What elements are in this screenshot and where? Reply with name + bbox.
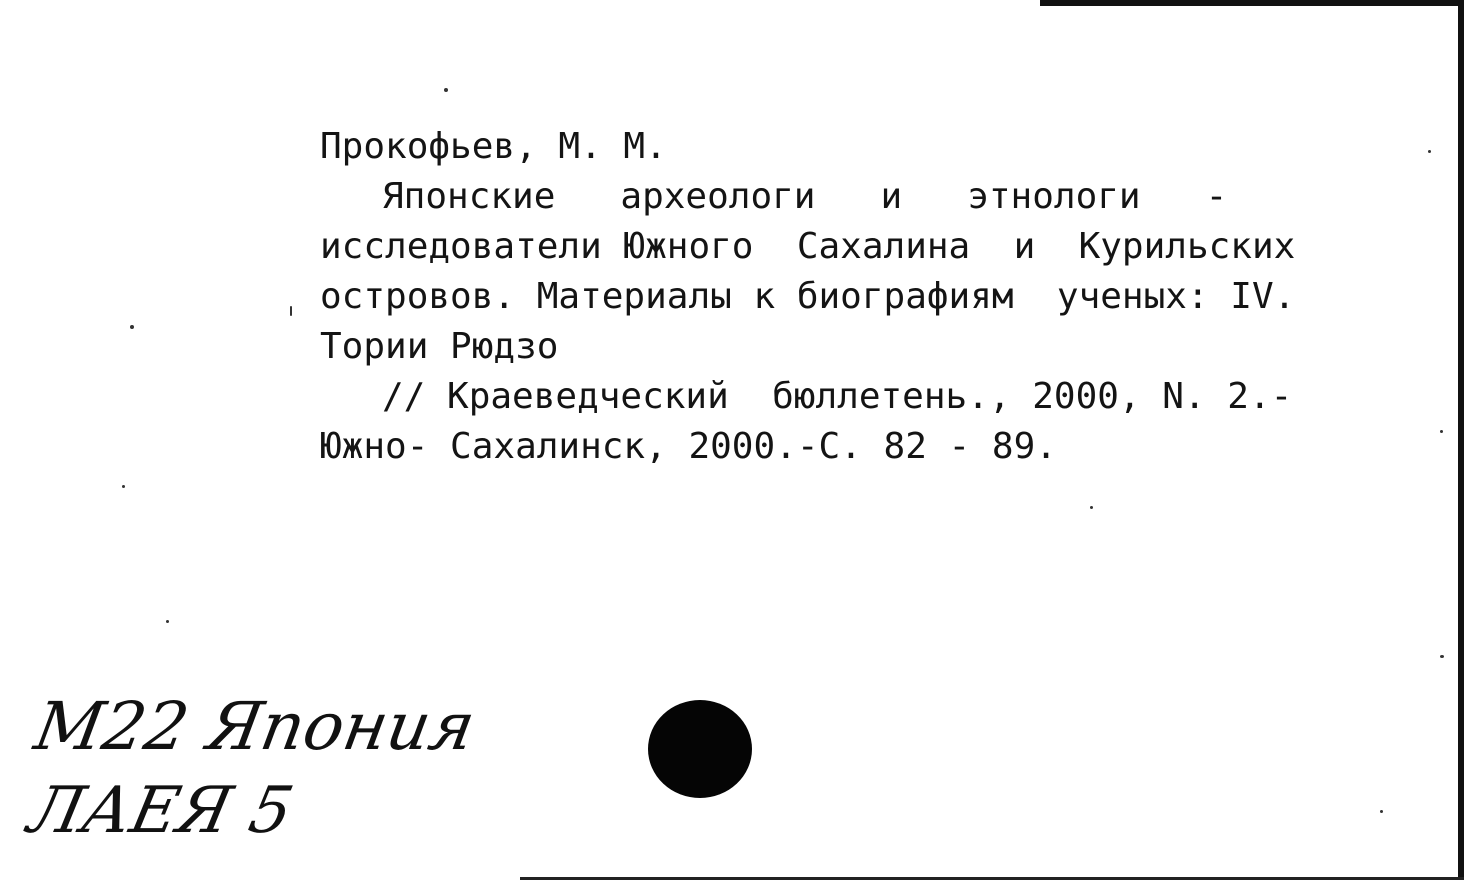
source-line-1: // Краеведческий бюллетень., 2000, N. 2.- (382, 376, 1293, 417)
title-line-1: Японские археологи и этнологи - (382, 176, 1228, 217)
title-line-3: островов. Материалы к биографиям ученых: IV. (320, 276, 1296, 317)
handwritten-code: ЛАЕЯ 5 (22, 774, 300, 848)
author-line: Прокофьев, М. М. (320, 126, 667, 167)
source-line-2: Южно- Сахалинск, 2000.-С. 82 - 89. (320, 426, 1057, 467)
scan-speck (122, 485, 125, 488)
scan-speck (166, 620, 169, 623)
scan-speck (1440, 430, 1443, 433)
title-line-4: Тории Рюдзо (320, 326, 559, 367)
card-edge-top (1040, 0, 1464, 6)
scan-speck (130, 325, 134, 329)
scan-speck (1428, 150, 1431, 153)
scan-speck (1380, 810, 1383, 813)
title-line-2: исследователи Южного Сахалина и Курильских (320, 226, 1296, 267)
scan-speck (290, 306, 292, 316)
card-edge-right (1458, 0, 1464, 880)
scan-speck (1440, 655, 1444, 658)
punch-hole (648, 700, 752, 798)
scan-speck (1090, 506, 1093, 509)
handwritten-classification: М22 Япония (29, 688, 481, 765)
scan-speck (444, 88, 448, 92)
